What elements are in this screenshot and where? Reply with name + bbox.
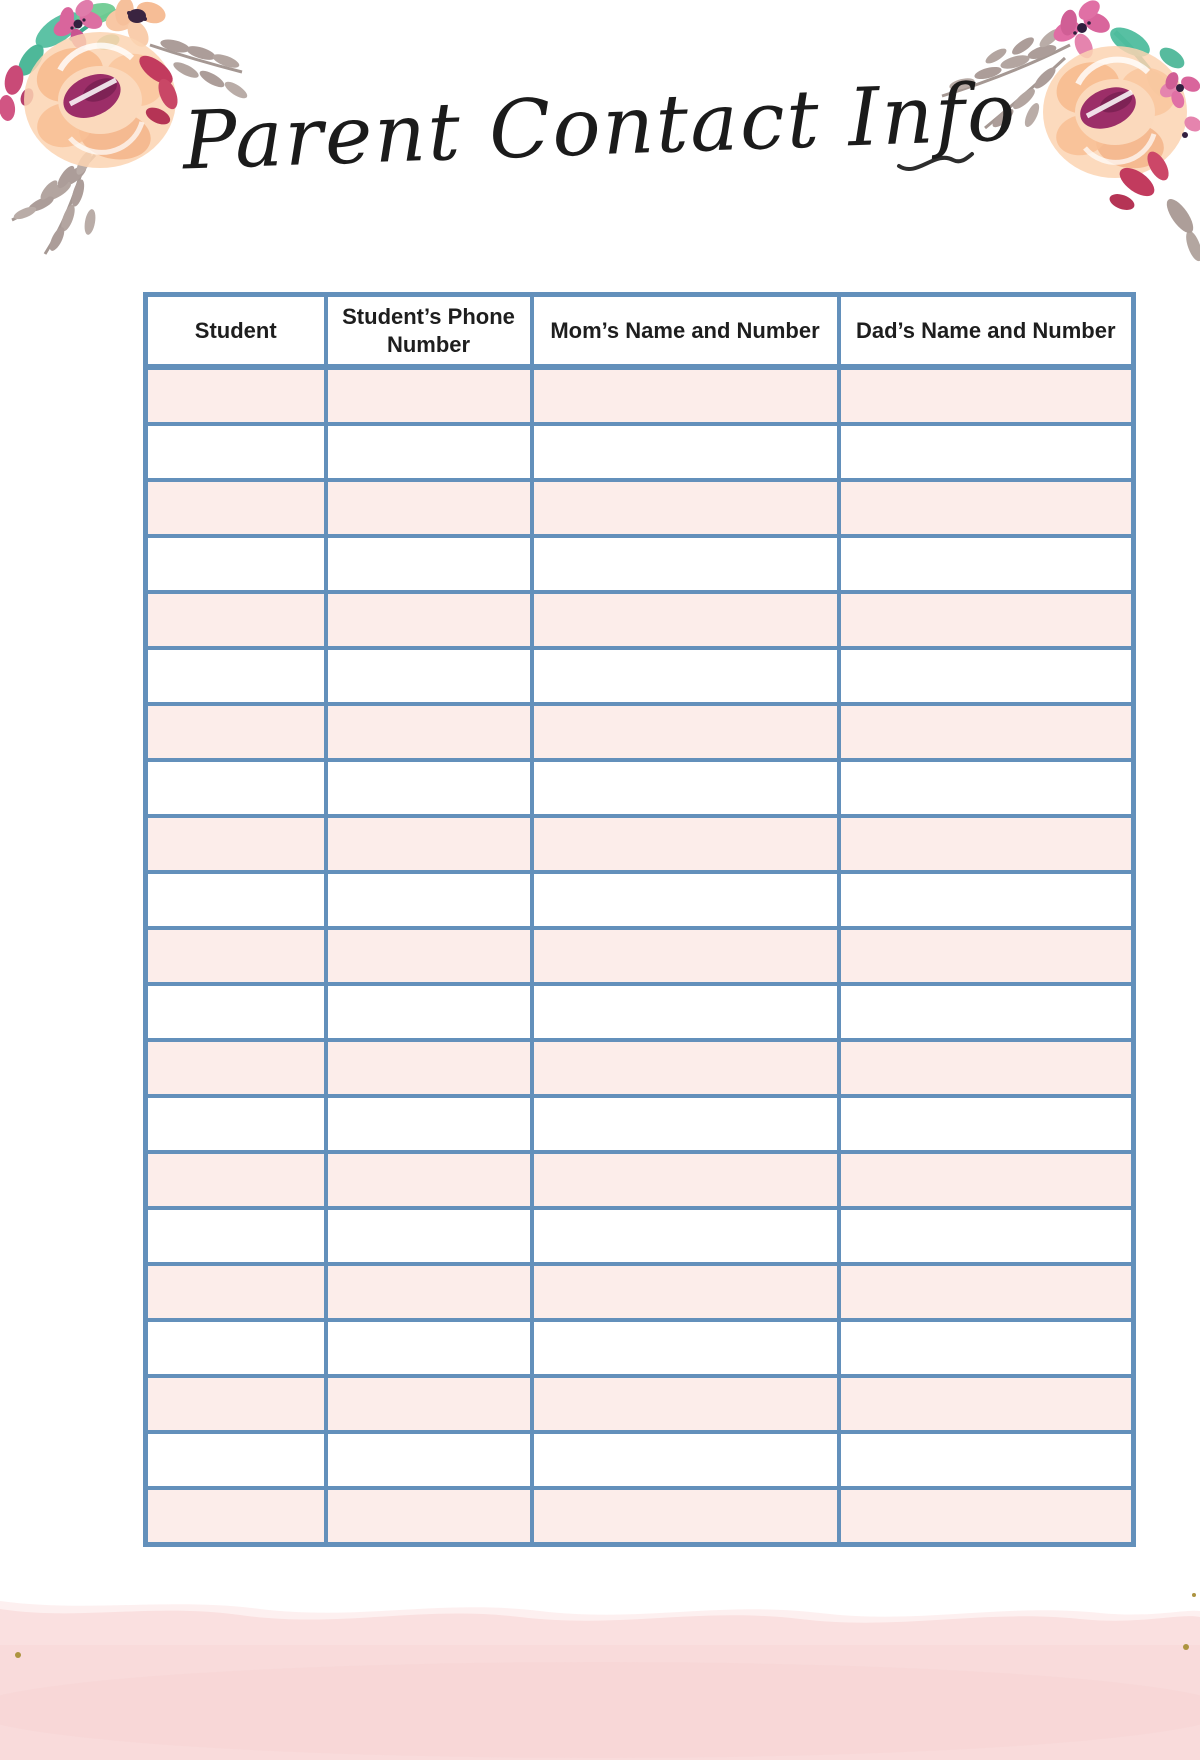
table-cell [326,760,532,816]
table-cell [532,1096,839,1152]
gold-speck [1192,1593,1196,1597]
watercolor-wash-bottom [0,1585,1200,1760]
table-cell [326,1320,532,1376]
table-cell [146,760,326,816]
table-cell [839,1096,1134,1152]
table-cell [839,424,1134,480]
table-cell [326,592,532,648]
table-cell [839,816,1134,872]
table-cell [326,1096,532,1152]
table-row [146,367,1134,424]
table-cell [532,1488,839,1545]
table-row [146,1432,1134,1488]
table-cell [326,648,532,704]
table-cell [532,1432,839,1488]
header-row [146,295,1134,368]
table-cell [146,872,326,928]
table-cell [326,1376,532,1432]
table-cell [839,536,1134,592]
table-cell [839,1152,1134,1208]
table-cell [839,760,1134,816]
table-cell [326,928,532,984]
table-cell [532,592,839,648]
table-cell [146,1152,326,1208]
column-header-dad: Dad’s Name and Number [839,295,1134,368]
table-cell [146,424,326,480]
table-cell [326,1264,532,1320]
table-row [146,816,1134,872]
table-cell [839,704,1134,760]
table-row [146,424,1134,480]
table-cell [326,984,532,1040]
table-row [146,872,1134,928]
table-row [146,648,1134,704]
table-cell [839,928,1134,984]
table-cell [326,1488,532,1545]
table-row [146,1096,1134,1152]
table-cell [532,424,839,480]
parent-contact-table [143,292,1136,1547]
table-row [146,1208,1134,1264]
table-cell [839,1488,1134,1545]
table-cell [326,1208,532,1264]
table-cell [532,1208,839,1264]
table-cell [839,1040,1134,1096]
table-row [146,704,1134,760]
title-flourish [895,140,975,180]
gold-speck [1183,1644,1189,1650]
table-cell [146,536,326,592]
table-cell [146,928,326,984]
table-cell [839,1264,1134,1320]
table-cell [146,1320,326,1376]
table-cell [326,872,532,928]
table-cell [326,704,532,760]
table-row [146,1264,1134,1320]
table-cell [839,872,1134,928]
table-row [146,480,1134,536]
table-cell [532,1152,839,1208]
table-cell [146,704,326,760]
table-cell [326,1152,532,1208]
table-cell [839,1320,1134,1376]
column-header-mom: Mom’s Name and Number [532,295,839,368]
table-cell [532,648,839,704]
table-cell [532,367,839,424]
table-cell [532,1376,839,1432]
table-cell [532,536,839,592]
column-header-student-phone: Student’s Phone Number [326,295,532,368]
table-row [146,536,1134,592]
table-row [146,1488,1134,1545]
table-cell [839,592,1134,648]
table-cell [326,424,532,480]
table-container [143,292,1136,1547]
table-cell [146,648,326,704]
table-row [146,1040,1134,1096]
table-row [146,928,1134,984]
table-cell [326,536,532,592]
table-cell [146,1264,326,1320]
table-cell [532,1264,839,1320]
table-cell [532,816,839,872]
table-cell [146,592,326,648]
table-cell [146,1096,326,1152]
table-row [146,592,1134,648]
table-cell [839,1376,1134,1432]
table-cell [146,367,326,424]
table-cell [532,760,839,816]
contact-table-body [146,367,1134,1545]
table-cell [532,1040,839,1096]
table-cell [146,816,326,872]
table-cell [532,872,839,928]
column-header-student: Student [146,295,326,368]
table-cell [532,928,839,984]
table-row [146,1320,1134,1376]
table-row [146,984,1134,1040]
table-cell [839,984,1134,1040]
table-cell [326,816,532,872]
table-cell [532,704,839,760]
table-cell [839,480,1134,536]
table-cell [146,1376,326,1432]
page-title: Parent Contact Info [181,65,1019,188]
table-cell [839,1432,1134,1488]
table-cell [326,1040,532,1096]
table-cell [146,1488,326,1545]
table-cell [532,984,839,1040]
table-cell [839,648,1134,704]
table-row [146,1376,1134,1432]
gold-speck [15,1652,21,1658]
table-cell [146,1208,326,1264]
table-cell [839,1208,1134,1264]
table-cell [532,1320,839,1376]
table-cell [146,1040,326,1096]
table-row [146,1152,1134,1208]
table-cell [532,480,839,536]
table-cell [146,1432,326,1488]
table-cell [326,1432,532,1488]
table-cell [146,480,326,536]
table-cell [839,367,1134,424]
table-cell [326,480,532,536]
table-cell [326,367,532,424]
table-row [146,760,1134,816]
table-cell [146,984,326,1040]
